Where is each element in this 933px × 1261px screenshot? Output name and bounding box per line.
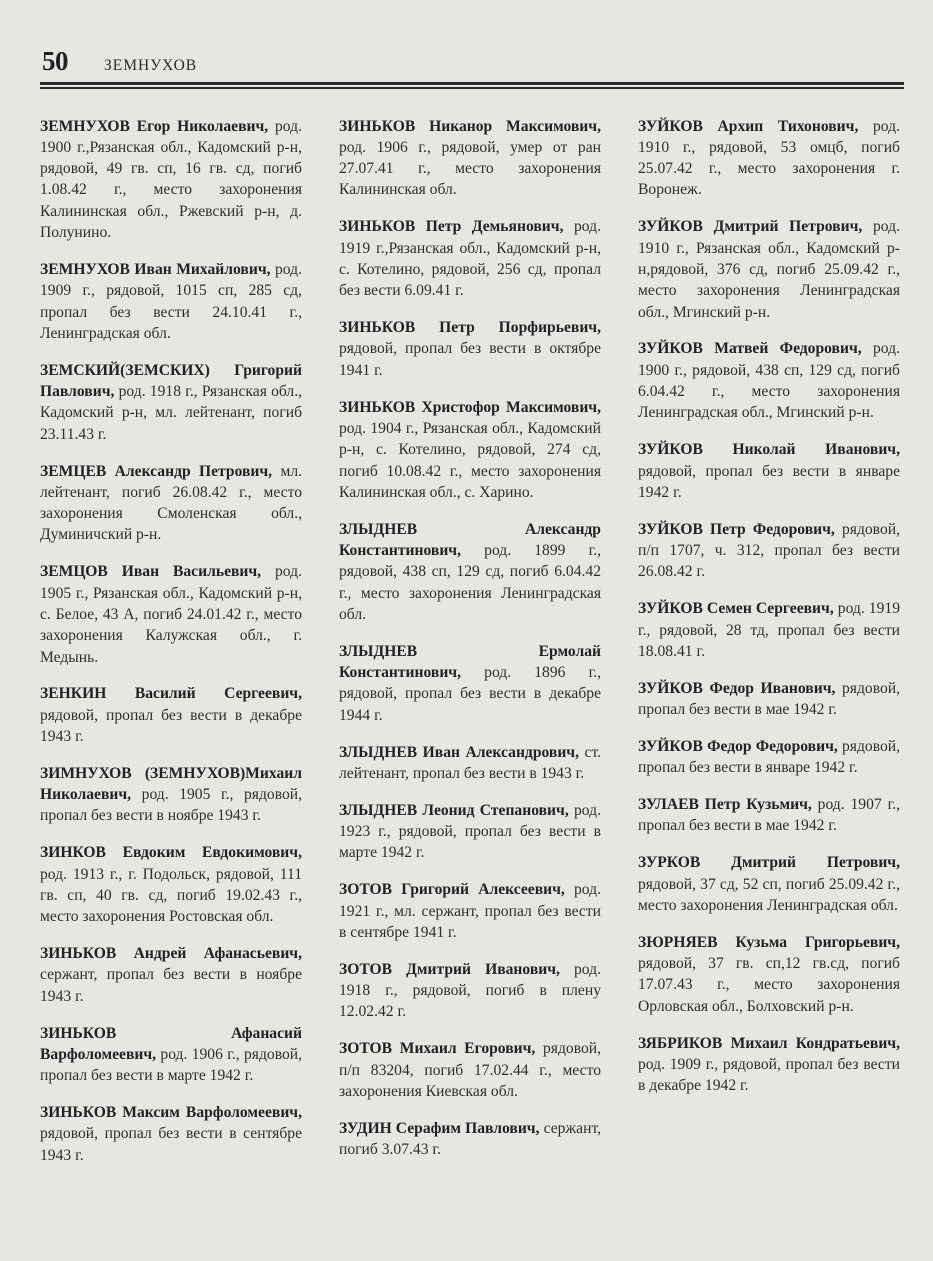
entry-details: рядовой, пропал без вести в мае 1942 г.: [638, 679, 900, 718]
list-item: [40, 842, 302, 927]
entry-details: мл. лейтенант, погиб 26.08.42 г., место захоронения Смоленская обл., Думиничский р-н.: [40, 462, 302, 544]
entry-name: ЗЕМСКИЙ(ЗЕМСКИХ) Григорий Павлович,: [40, 361, 302, 401]
entry-name: ЗОТОВ Дмитрий Иванович,: [339, 960, 560, 978]
entry-details: ст. лейтенант, пропал без вести в 1943 г.: [339, 743, 601, 782]
list-item: [40, 561, 302, 667]
entry-name: ЗЛЫДНЕВ Александр Константинович,: [339, 520, 601, 560]
entry-name: ЗИНКОВ Евдоким Евдокимович,: [40, 844, 302, 862]
entry-name: ЗУЙКОВ Дмитрий Петрович,: [638, 218, 863, 236]
entry-name: ЗУЙКОВ Петр Федорович,: [638, 520, 835, 538]
entry-name: ЗОТОВ Григорий Алексеевич,: [339, 881, 565, 899]
entry-details: род. 1896 г., рядовой, пропал без вести в декабре 1944 г.: [339, 664, 601, 724]
entry-name: ЗУЙКОВ Николай Иванович,: [638, 441, 900, 459]
list-item: [638, 736, 900, 779]
entry-details: род. 1910 г., Рязанская обл., Кадомский р-н,рядовой, 376 сд, погиб 25.09.42 г., место захоронения Ленинградская обл., Мгинский р-н.: [638, 218, 900, 321]
entry-name: ЗИНЬКОВ Максим Варфоломеевич,: [40, 1104, 302, 1122]
list-item: [339, 116, 601, 201]
list-item: [339, 519, 601, 625]
list-item: [40, 763, 302, 827]
list-item: [638, 932, 900, 1017]
column-1: [40, 100, 302, 1172]
list-item: [339, 317, 601, 381]
column-2: [339, 100, 601, 1172]
entry-name: ЗЕМЦОВ Иван Васильевич,: [40, 563, 262, 581]
entry-details: род. 1904 г., Рязанская обл., Кадомский р-н, с. Котелино, рядовой, 274 сд, погиб 10.08.42 г., место захоронения Калининская обл., с. Харино.: [339, 419, 601, 501]
entry-details: род. 1918 г., рядовой, погиб в плену 12.02.42 г.: [339, 960, 601, 1021]
list-item: [638, 1033, 900, 1097]
page-header: [40, 46, 904, 86]
entry-name: ЗИНЬКОВ Никанор Максимович,: [339, 117, 601, 135]
entry-name: ЗУЙКОВ Федор Федорович,: [638, 737, 838, 755]
entry-details: рядовой, 37 сд, 52 сп, погиб 25.09.42 г., место захоронения Ленинградская обл.: [638, 875, 900, 914]
list-item: [638, 852, 900, 916]
list-item: [339, 1118, 601, 1161]
entry-details: рядовой, пропал без вести в декабре 1943 г.: [40, 706, 302, 745]
list-item: [40, 360, 302, 445]
list-item: [638, 598, 900, 662]
entry-details: род. 1899 г., рядовой, 438 сп, 129 сд, погиб 6.04.42 г., место захоронения Ленинградская обл.: [339, 542, 601, 623]
list-item: [638, 678, 900, 721]
list-item: [40, 1023, 302, 1087]
entry-name: ЗИНЬКОВ Христофор Максимович,: [339, 398, 601, 416]
list-item: [40, 1102, 302, 1166]
column-3: [638, 100, 900, 1172]
list-item: [339, 397, 601, 503]
entry-details: рядовой, 37 гв. сп,12 гв.сд, погиб 17.07.43 г., место захоронения Орловская обл., Болховский р-н.: [638, 955, 900, 1015]
entry-name: ЗЛЫДНЕВ Иван Александрович,: [339, 743, 579, 761]
list-item: [339, 742, 601, 785]
entry-details: род. 1900 г., рядовой, 438 сп, 129 сд, погиб 6.04.42 г., место захоронения Ленинградская обл., Мгинский р-н.: [638, 340, 900, 422]
entry-name: ЗОТОВ Михаил Егорович,: [339, 1040, 536, 1058]
entry-details: рядовой, пропал без вести в январе 1942 г.: [638, 462, 900, 501]
entry-details: род. 1907 г., пропал без вести в мае 1942 г.: [638, 796, 901, 835]
entry-name: ЗУРКОВ Дмитрий Петрович,: [638, 854, 900, 872]
entry-details: род. 1909 г., рядовой, пропал без вести в декабре 1942 г.: [638, 1055, 900, 1095]
entry-name: ЗУДИН Серафим Павлович,: [339, 1119, 540, 1137]
entry-name: ЗИМНУХОВ (ЗЕМНУХОВ)Михаил Николаевич,: [40, 764, 302, 804]
list-item: [339, 879, 601, 943]
entry-details: род. 1913 г., г. Подольск, рядовой, 111 гв. сп, 40 гв. сд, погиб 19.02.43 г., место захоронения Ростовская обл.: [40, 865, 302, 926]
entry-details: род. 1905 г., Рязанская обл., Кадомский р-н, с. Белое, 43 А, погиб 24.01.42 г., место захоронения Калужская обл., г. Медынь.: [40, 563, 302, 666]
entry-details: род. 1906 г., рядовой, пропал без вести в марте 1942 г.: [40, 1045, 302, 1085]
list-item: [339, 216, 601, 301]
entry-details: род. 1900 г.,Рязанская обл., Кадомский р-н, рядовой, 49 гв. сп, 16 гв. сд, погиб 1.08.42 г., место захоронения Калининская обл., Ржевский р-н, д. Полунино.: [40, 117, 302, 242]
entry-name: ЗЛЫДНЕВ Ермолай Константинович,: [339, 642, 601, 682]
entry-details: род. 1923 г., рядовой, пропал без вести в марте 1942 г.: [339, 801, 601, 862]
entry-details: рядовой, п/п 83204, погиб 17.02.44 г., место захоронения Киевская обл.: [339, 1040, 601, 1100]
entry-details: рядовой, пропал без вести в сентябре 1943 г.: [40, 1125, 302, 1164]
entry-details: род. 1909 г., рядовой, 1015 сп, 285 сд, пропал без вести 24.10.41 г., Ленинградская обл.: [40, 260, 302, 342]
entry-details: род. 1906 г., рядовой, умер от ран 27.07.41 г., место захоронения Калининская обл.: [339, 138, 601, 199]
list-item: [638, 216, 900, 322]
entry-details: рядовой, пропал без вести в октябре 1941 г.: [339, 340, 601, 379]
entry-details: род. 1921 г., мл. сержант, пропал без вести в сентябре 1941 г.: [339, 881, 601, 941]
entry-name: ЗЮРНЯЕВ Кузьма Григорьевич,: [638, 933, 900, 951]
list-item: [40, 683, 302, 747]
entry-details: род. 1918 г., Рязанская обл., Кадомский р-н, мл. лейтенант, погиб 23.11.43 г.: [40, 383, 302, 443]
list-item: [40, 943, 302, 1007]
entry-name: ЗЕНКИН Василий Сергеевич,: [40, 685, 302, 703]
list-item: [638, 519, 900, 583]
entry-name: ЗУЙКОВ Семен Сергеевич,: [638, 600, 834, 618]
entry-details: рядовой, п/п 1707, ч. 312, пропал без вести 26.08.42 г.: [638, 520, 900, 581]
entry-name: ЗЕМНУХОВ Иван Михайлович,: [40, 260, 271, 278]
entry-name: ЗУЛАЕВ Петр Кузьмич,: [638, 796, 812, 814]
entry-name: ЗЕМНУХОВ Егор Николаевич,: [40, 117, 269, 135]
entry-name: ЗИНЬКОВ Петр Порфирьевич,: [339, 319, 601, 337]
list-item: [339, 800, 601, 864]
entry-details: род. 1919 г.,Рязанская обл., Кадомский р-н, с. Котелино, рядовой, 256 сд, пропал без вести 6.09.41 г.: [339, 218, 601, 300]
entry-details: сержант, пропал без вести в ноябре 1943 г.: [40, 966, 302, 1005]
entry-details: сержант, погиб 3.07.43 г.: [339, 1119, 601, 1158]
list-item: [40, 259, 302, 344]
page-number: 50: [42, 46, 68, 76]
list-item: [339, 959, 601, 1023]
header-double-rule: [40, 82, 904, 89]
running-head: ЗЕМНУХОВ: [104, 57, 198, 74]
entry-name: ЗЕМЦЕВ Александр Петрович,: [40, 462, 273, 480]
entry-details: род. 1919 г., рядовой, 28 тд, пропал без вести 18.08.41 г.: [638, 600, 900, 660]
entry-name: ЗУЙКОВ Матвей Федорович,: [638, 340, 862, 358]
entry-name: ЗУЙКОВ Федор Иванович,: [638, 679, 836, 697]
entry-details: род. 1905 г., рядовой, пропал без вести в ноябре 1943 г.: [40, 786, 302, 825]
text-columns: [40, 100, 910, 1172]
entry-details: род. 1910 г., рядовой, 53 омцб, погиб 25.07.42 г., место захоронения г. Воронеж.: [638, 117, 900, 199]
list-item: [339, 641, 601, 726]
entry-name: ЗЛЫДНЕВ Леонид Степанович,: [339, 801, 569, 819]
entry-name: ЗИНЬКОВ Петр Демьянович,: [339, 218, 564, 236]
entry-name: ЗУЙКОВ Архип Тихонович,: [638, 117, 859, 135]
list-item: [638, 116, 900, 201]
entry-name: ЗИНЬКОВ Андрей Афанасьевич,: [40, 945, 302, 963]
list-item: [638, 794, 900, 837]
list-item: [638, 338, 900, 423]
list-item: [40, 461, 302, 546]
entry-name: ЗЯБРИКОВ Михаил Кондратьевич,: [638, 1034, 900, 1052]
entry-name: ЗИНЬКОВ Афанасий Варфоломеевич,: [40, 1024, 302, 1063]
list-item: [339, 1038, 601, 1102]
list-item: [40, 116, 302, 244]
entry-details: рядовой, пропал без вести в январе 1942 г.: [638, 737, 900, 777]
list-item: [638, 439, 900, 503]
